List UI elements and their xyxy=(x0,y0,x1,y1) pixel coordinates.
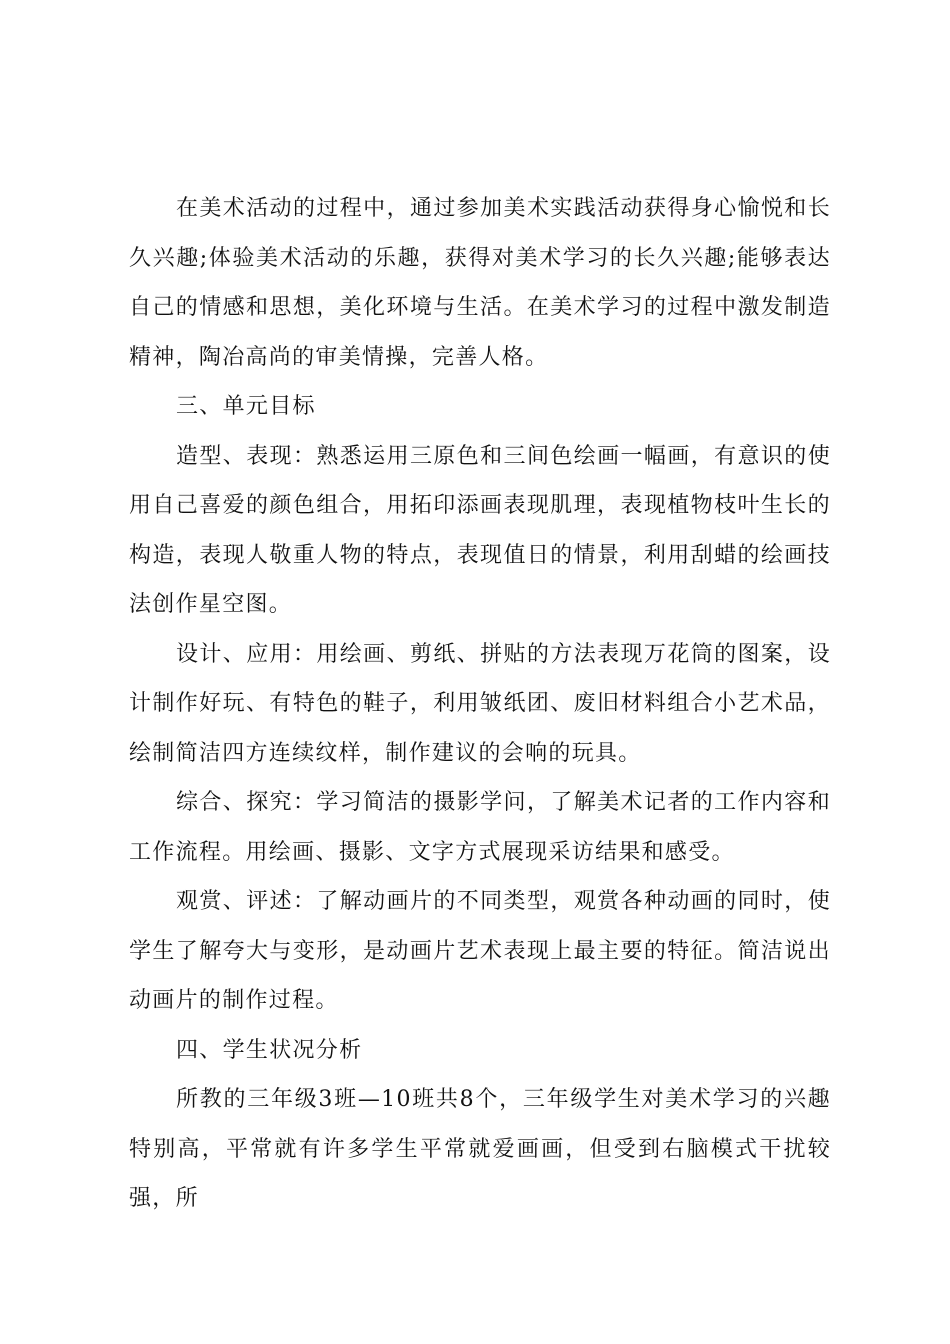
section-heading-unit-goals: 三、单元目标 xyxy=(176,394,316,419)
document-body xyxy=(129,184,831,1224)
paragraph-integration-exploration: 综合、探究：学习简洁的摄影学问，了解美术记者的工作内容和工作流程。用绘画、摄影、文字方式展现采访结果和感受。 xyxy=(129,790,831,865)
paragraph-modeling-expression: 造型、表现：熟悉运用三原色和三间色绘画一幅画，有意识的使用自己喜爱的颜色组合，用拓印添画表现肌理，表现植物枝叶生长的构造，表现人敬重人物的特点，表现值日的情景，利用刮蜡的绘画技法创作星空图。 xyxy=(129,443,831,617)
paragraph-design-application: 设计、应用：用绘画、剪纸、拼贴的方法表现万花筒的图案，设计制作好玩、有特色的鞋子，利用皱纸团、废旧材料组合小艺术品，绘制简洁四方连续纹样，制作建议的会响的玩具。 xyxy=(129,641,831,766)
section-heading-student-analysis: 四、学生状况分析 xyxy=(176,1037,363,1063)
paragraph-goals-intro: 在美术活动的过程中，通过参加美术实践活动获得身心愉悦和长久兴趣;体验美术活动的乐趣，获得对美术学习的长久兴趣;能够表达自己的情感和思想，美化环境与生活。在美术学习的过程中激发制造精神，陶冶高尚的审美情操，完善人格。 xyxy=(129,196,831,370)
paragraph-appreciation-commentary: 观赏、评述：了解动画片的不同类型，观赏各种动画的同时，使学生了解夸大与变形，是动画片艺术表现上最主要的特征。简洁说出动画片的制作过程。 xyxy=(129,889,831,1013)
paragraph-student-analysis: 所教的三年级3班—10班共8个，三年级学生对美术学习的兴趣特别高，平常就有许多学生平常就爱画画，但受到右脑模式干扰较强，所 xyxy=(129,1087,831,1211)
